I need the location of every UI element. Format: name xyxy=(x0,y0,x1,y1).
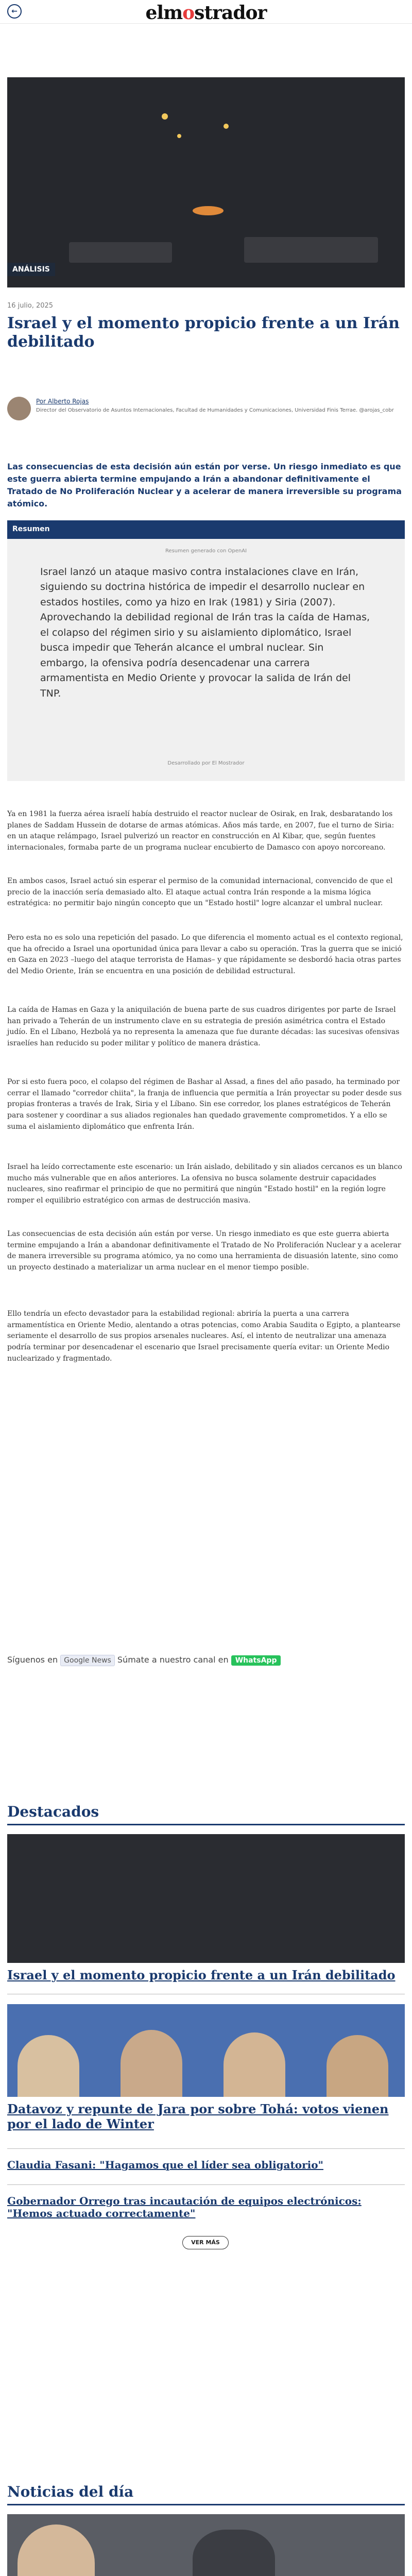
section-rule xyxy=(7,1824,405,1825)
top-bar xyxy=(0,0,412,24)
destacado-thumb[interactable] xyxy=(7,2004,405,2097)
summary-generated-note: Resumen generado con OpenAI xyxy=(165,548,247,554)
article-paragraph: Las consecuencias de esta decisión aún están por verse. Un riesgo inmediato es que este guerra abierta termine empujando a Irán a abandonar definitivamente el Tratado de No Proliferación Nuclear y a acelerar de manera irreversible su programa atómico, ya no como una herramienta de disuasión latente, sino como un proyecto destinado a materializar un arma nuclear en el menor tiempo posible. xyxy=(7,1230,401,1272)
hero-image xyxy=(7,77,405,287)
logo-strador: strador xyxy=(194,2,267,24)
noticias-heading: Noticias del día xyxy=(7,2483,134,2500)
summary-developer-note: Desarrollado por El Mostrador xyxy=(167,760,245,766)
article-paragraph: Pero esta no es solo una repetición del pasado. Lo que diferencia el momento actual es el contexto regional, que ha ofrecido a Israel una oportunidad única para llevar a cabo su operación. Tras la guerra que se inició en Gaza en 2023 –luego del ataque terrorista de Hamas– y que rápidamente se desbordó hacia otras partes del Medio Oriente, Irán se encuentra en una posición de debilidad estructural. xyxy=(7,934,403,976)
author-prefix: Por xyxy=(36,398,48,405)
follow-prefix: Síguenos en xyxy=(7,1655,58,1665)
article-paragraph: Ya en 1981 la fuerza aérea israelí había destruido el reactor nuclear de Osirak, en Irak, desbaratando los planes de Saddam Hussein de dotarse de armas atómicas. Años más tarde, en 2007, fue el turno de Siria: en un ataque relámpago, Israel pulverizó un reactor en construcción en Al Kibar, que, según fuentes internacionales, formaba parte de un programa nuclear encubierto de Damasco con apoyo norcoreano. xyxy=(7,810,394,852)
article-paragraph: Israel ha leído correctamente este escenario: un Irán aislado, debilitado y sin aliados cercanos es un blanco mucho más vulnerable que en años anteriores. La ofensiva no busca solamente destruir capacidades nucleares, sino reafirmar el principio de que no permitirá que ningún "Estado hostil" en la región logre romper el equilibrio estratégico con armas de destrucción masiva. xyxy=(7,1163,402,1205)
summary-tab[interactable]: Resumen xyxy=(7,520,405,539)
logo-el: el xyxy=(145,2,164,24)
divider xyxy=(7,2184,405,2185)
destacado-title[interactable]: Gobernador Orrego tras incautación de equipos electrónicos: "Hemos actuado correctamente" xyxy=(7,2195,362,2219)
whatsapp-button[interactable]: WhatsApp xyxy=(231,1655,281,1666)
destacados-heading: Destacados xyxy=(7,1803,99,1820)
article-category-badge: ANÁLISIS xyxy=(7,263,55,276)
article-paragraph: La caída de Hamas en Gaza y la aniquilación de buena parte de sus cuadros dirigentes por parte de Israel han privado a Teherán de un instrumento clave en su estrategia de presión asimétrica contra el Estado judío. En el Líbano, Hezbolá ya no representa la amenaza que fue durante décadas: las sucesivas ofensivas israelíes han reducido su poder militar y político de manera drástica. xyxy=(7,1006,400,1048)
follow-bar xyxy=(7,1655,405,1670)
logo-o: o xyxy=(182,2,195,24)
back-button[interactable]: ← xyxy=(7,4,22,19)
destacado-title[interactable]: Claudia Fasani: "Hagamos que el líder sea obligatorio" xyxy=(7,2159,323,2171)
article-paragraph: Por si esto fuera poco, el colapso del régimen de Bashar al Assad, a fines del año pasado, ha terminado por cerrar el llamado "corredor chiita", la franja de influencia que permitía a Irán proyectar su poder desde sus propias fronteras a través de Irak, Siria y el Líbano. Sin ese corredor, los planes estratégicos de Teherán para sostener y coordinar a sus aliados regionales han quedado gravemente comprometidos. Y a ello se suma el aislamiento diplomático que enfrenta Irán. xyxy=(7,1078,402,1131)
article-date: 16 julio, 2025 xyxy=(7,302,54,310)
logo-m: m xyxy=(163,2,183,24)
noticia-thumb[interactable] xyxy=(7,2514,405,2576)
article-paragraph: Ello tendría un efecto devastador para la estabilidad regional: abriría la puerta a una carrera armamentística en Oriente Medio, alentando a otras potencias, como Arabia Saudita o Egipto, a plantearse seriamente el desarrollo de sus propios arsenales nucleares. Así, el intento de neutralizar una amenaza podría terminar por desencadenar el escenario que Israel precisamente quería evitar: un Oriente Medio nuclearizado y fragmentado. xyxy=(7,1310,401,1363)
summary-box xyxy=(7,539,405,781)
author-avatar xyxy=(7,397,31,420)
article-lede: Las consecuencias de esta decisión aún están por verse. Un riesgo inmediato es que este guerra abierta termine empujando a Irán a abandonar definitivamente el Tratado de No Proliferación Nuclear y a acelerar de manera irreversible su programa atómico. xyxy=(7,462,402,509)
destacado-thumb[interactable] xyxy=(7,1834,405,1963)
destacados-more-button[interactable]: VER MÁS xyxy=(182,2236,229,2249)
author-byline xyxy=(36,398,89,405)
follow-mid: Súmate a nuestro canal en xyxy=(117,1655,229,1665)
section-rule xyxy=(7,2504,405,2505)
google-news-button[interactable]: Google News xyxy=(60,1655,115,1666)
author-name-link[interactable]: Alberto Rojas xyxy=(47,398,89,405)
destacado-title[interactable]: Israel y el momento propicio frente a un Irán debilitado xyxy=(7,1968,396,1982)
article-paragraph: En ambos casos, Israel actuó sin esperar el permiso de la comunidad internacional, convencido de que el precio de la inacción sería demasiado alto. El ataque actual contra Irán responde a la misma lógica estratégica: no permitir bajo ningún concepto que un "Estado hostil" logre alcanzar el umbral nuclear. xyxy=(7,877,393,908)
author-bio: Director del Observatorio de Asuntos Internacionales, Facultad de Humanidades y Comunicaciones, Universidad Finis Terrae. @arojas_cobr xyxy=(36,408,394,413)
article-title: Israel y el momento propicio frente a un Irán debilitado xyxy=(7,314,400,351)
divider xyxy=(7,2148,405,2149)
destacado-title[interactable]: Datavoz y repunte de Jara por sobre Tohá: votos vienen por el lado de Winter xyxy=(7,2102,389,2131)
summary-text: Israel lanzó un ataque masivo contra instalaciones clave en Irán, siguiendo su doctrina histórica de impedir el desarrollo nuclear en estados hostiles, como ya hizo en Irak (1981) y Siria (2007). Aprovechando la debilidad regional de Irán tras la caída de Hamas, el colapso del régimen sirio y su aislamiento diplomático, Israel busca impedir que Teherán alcance el umbral nuclear. Sin embargo, la ofensiva podría desencadenar una carrera armamentista en Medio Oriente y provocar la salida de Irán del TNP. xyxy=(40,566,370,699)
site-logo[interactable] xyxy=(0,2,412,24)
author-block xyxy=(7,397,405,433)
